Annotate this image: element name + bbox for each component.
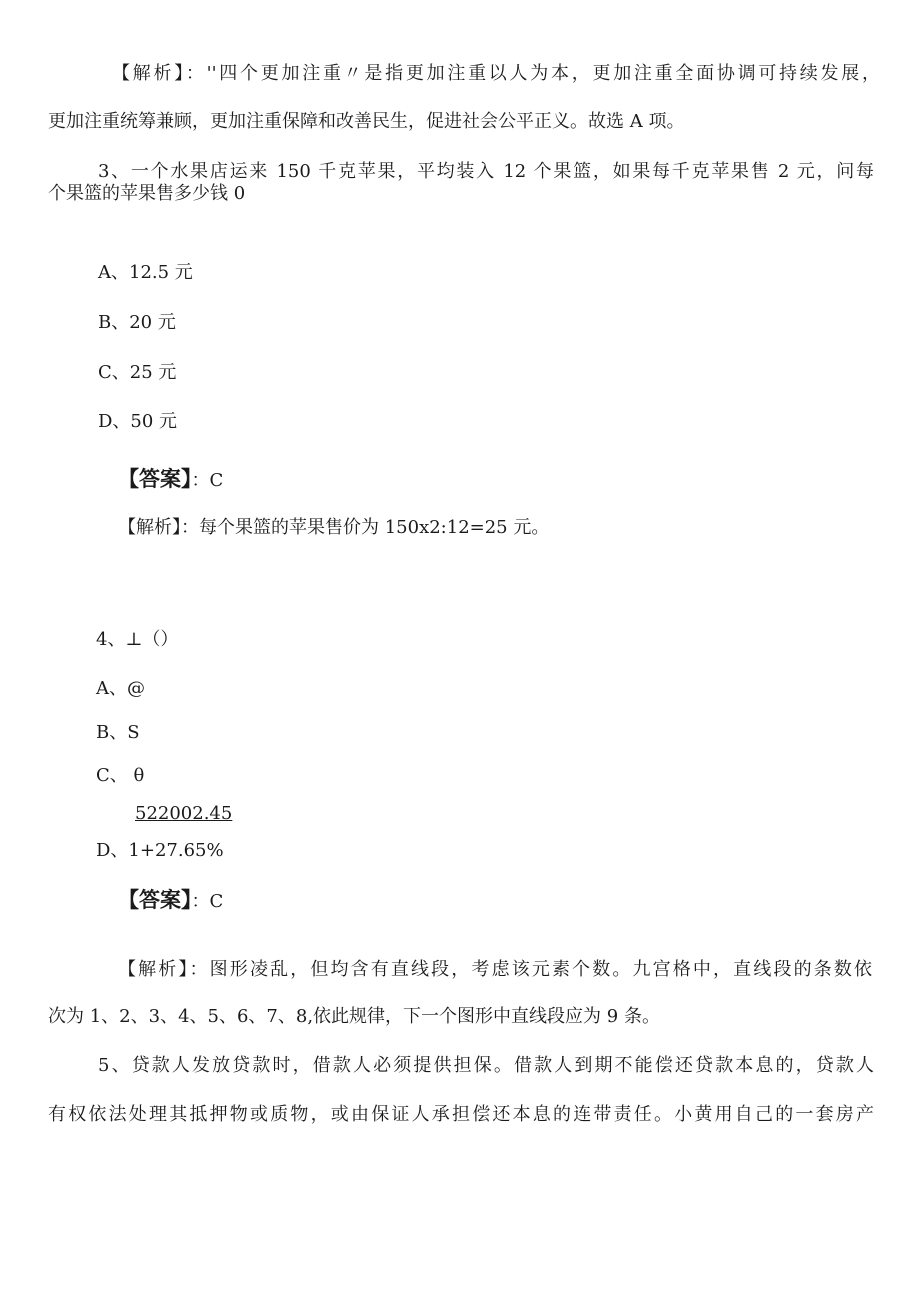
q4-option-b: B、S bbox=[96, 722, 140, 743]
q3-option-a: A、12.5 元 bbox=[98, 262, 193, 283]
q2-explanation-line2: 更加注重统筹兼顾，更加注重保障和改善民生，促进社会公平正义。故选 A 项。 bbox=[48, 111, 685, 132]
q5-stem-line1: 5、贷款人发放贷款时，借款人必须提供担保。借款人到期不能偿还贷款本息的，贷款人 bbox=[98, 1055, 874, 1076]
q3-answer-label: 【答案】 bbox=[118, 466, 192, 491]
q4-underlined-value: 522002.45 bbox=[135, 803, 233, 824]
q3-answer-value: ：C bbox=[191, 470, 224, 491]
q2-explanation-line1: 【解析】：''四个更加注重〃是指更加注重以人为本，更加注重全面协调可持续发展， bbox=[112, 63, 880, 84]
q3-stem-line1: 3、一个水果店运来 150 千克苹果，平均装入 12 个果篮，如果每千克苹果售 2 元，问每 bbox=[98, 161, 874, 182]
q4-explanation-line1: 【解析】：图形凌乱，但均含有直线段，考虑该元素个数。九宫格中，直线段的条数依 bbox=[118, 959, 872, 980]
q4-answer-value: ：C bbox=[191, 891, 224, 912]
q4-option-d: D、1+27.65% bbox=[96, 840, 224, 861]
q4-option-a: A、@ bbox=[96, 678, 145, 699]
q4-stem: 4、⊥（） bbox=[96, 629, 179, 650]
q3-explanation: 【解析】：每个果篮的苹果售价为 150x2:12=25 元。 bbox=[118, 517, 550, 538]
q3-option-d: D、50 元 bbox=[98, 411, 178, 432]
q3-stem-line2: 个果篮的苹果售多少钱 0 bbox=[48, 183, 246, 204]
q4-answer-label: 【答案】 bbox=[118, 887, 192, 912]
q4-option-c: C、 θ bbox=[96, 765, 145, 786]
q4-explanation-line2: 次为 1、2、3、4、5、6、7、8,依此规律，下一个图形中直线段应为 9 条。 bbox=[48, 1006, 660, 1027]
q3-option-b: B、20 元 bbox=[98, 312, 176, 333]
q5-stem-line2: 有权依法处理其抵押物或质物，或由保证人承担偿还本息的连带责任。小黄用自己的一套房产 bbox=[48, 1104, 874, 1125]
q3-answer bbox=[118, 467, 223, 493]
q4-answer bbox=[118, 888, 223, 914]
q3-option-c: C、25 元 bbox=[98, 362, 177, 383]
